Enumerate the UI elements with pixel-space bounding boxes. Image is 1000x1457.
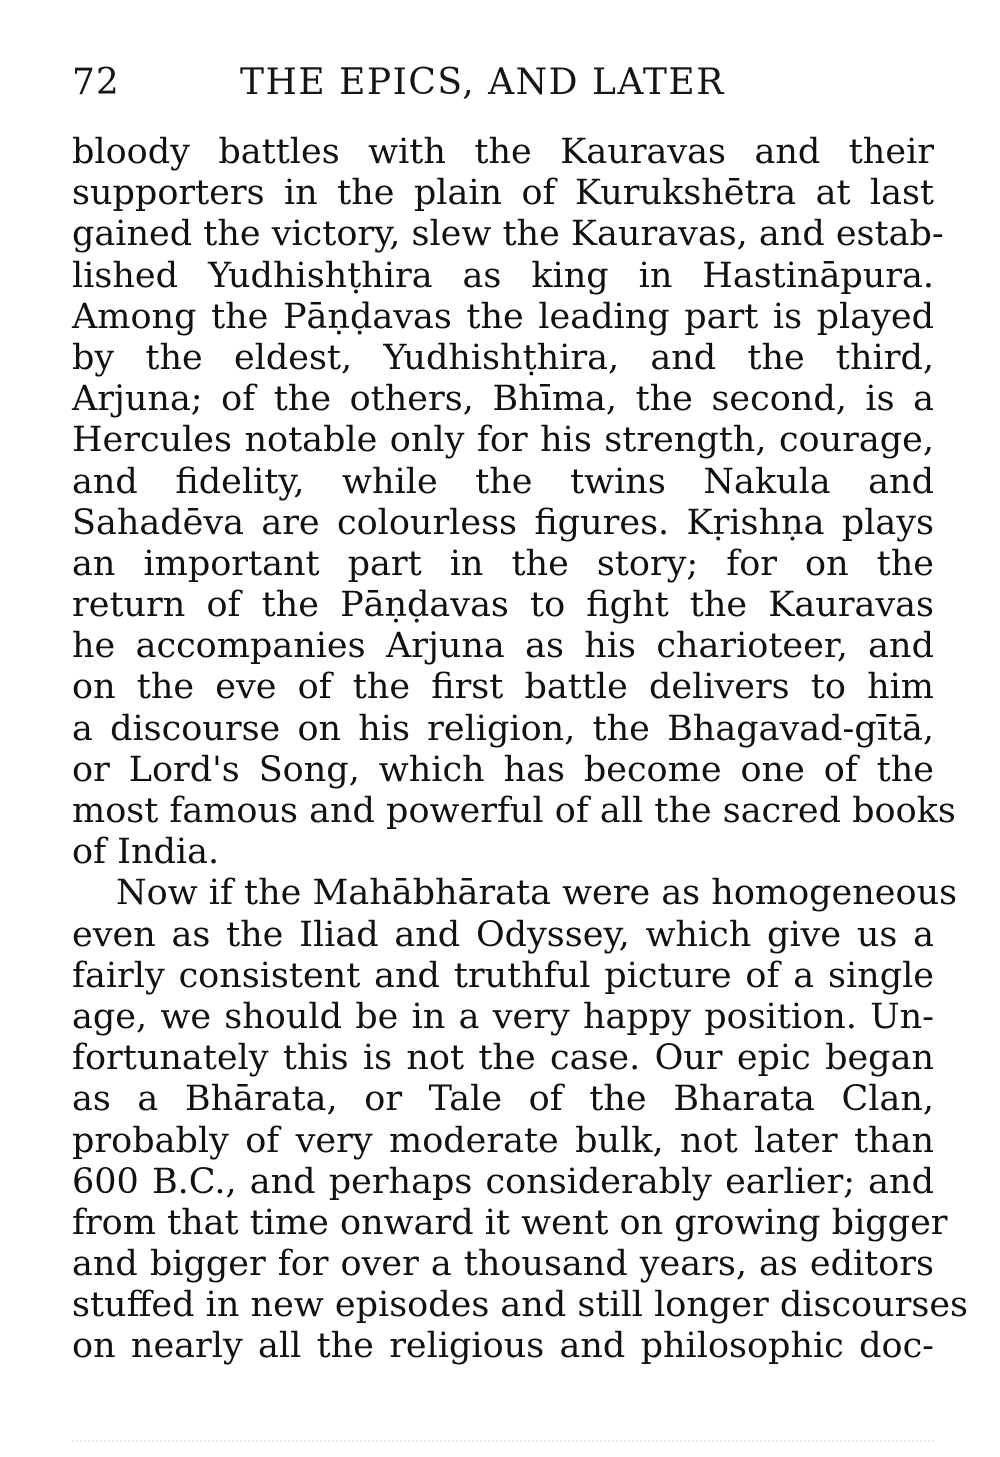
text-line: a discourse on his religion, the Bhagavad-gītā, bbox=[72, 708, 934, 749]
text-line: and fidelity, while the twins Nakula and bbox=[72, 461, 934, 502]
text-line: probably of very moderate bulk, not later than bbox=[72, 1120, 934, 1161]
text-line: 600 B.C., and perhaps considerably earlier; and bbox=[72, 1161, 934, 1202]
text-line: Hercules notable only for his strength, courage, bbox=[72, 420, 934, 461]
text-line: and bigger for over a thousand years, as editors bbox=[72, 1244, 934, 1285]
page-number: 72 bbox=[72, 62, 120, 103]
paragraph bbox=[72, 873, 969, 1367]
text-line: on the eve of the first battle delivers to him bbox=[72, 667, 934, 708]
running-title: THE EPICS, AND LATER bbox=[240, 62, 725, 103]
text-line: on nearly all the religious and philosophic doc- bbox=[72, 1326, 934, 1367]
text-line: stuffed in new episodes and still longer discourses bbox=[72, 1285, 969, 1326]
text-line: he accompanies Arjuna as his charioteer, and bbox=[72, 626, 934, 667]
text-line: an important part in the story; for on the bbox=[72, 543, 934, 584]
text-line: even as the Iliad and Odyssey, which give us a bbox=[72, 914, 934, 955]
scan-speckle bbox=[72, 1440, 934, 1448]
text-line: bloody battles with the Kauravas and their bbox=[72, 132, 934, 172]
text-line: age, we should be in a very happy position. Un- bbox=[72, 996, 934, 1037]
book-page bbox=[72, 62, 969, 1368]
text-line: Arjuna; of the others, Bhīma, the second, is a bbox=[72, 379, 934, 420]
text-line: most famous and powerful of all the sacred books bbox=[72, 791, 956, 831]
text-line: or Lord's Song, which has become one of the bbox=[72, 749, 934, 790]
text-line: Among the Pāṇḍavas the leading part is played bbox=[72, 296, 934, 337]
text-line: supporters in the plain of Kurukshētra at last bbox=[72, 173, 934, 214]
text-line: as a Bhārata, or Tale of the Bharata Clan, bbox=[72, 1079, 934, 1120]
text-line: of India. bbox=[72, 832, 220, 873]
body-text bbox=[72, 132, 969, 1368]
text-line: gained the victory, slew the Kauravas, and estab- bbox=[72, 214, 944, 255]
text-line: by the eldest, Yudhishṭhira, and the third, bbox=[72, 337, 934, 378]
text-line: return of the Pāṇḍavas to fight the Kauravas bbox=[72, 585, 934, 626]
text-line: Now if the Mahābhārata were as homogeneous bbox=[116, 873, 958, 914]
text-line: fortunately this is not the case. Our epic began bbox=[72, 1038, 934, 1079]
text-line: Sahadēva are colourless figures. Kṛishṇa plays bbox=[72, 502, 934, 543]
text-line: fairly consistent and truthful picture of a single bbox=[72, 955, 934, 996]
running-head bbox=[72, 62, 934, 110]
text-line: from that time onward it went on growing bigger bbox=[72, 1202, 948, 1243]
text-line: lished Yudhishṭhira as king in Hastināpura. bbox=[72, 255, 934, 296]
paragraph bbox=[72, 132, 956, 873]
